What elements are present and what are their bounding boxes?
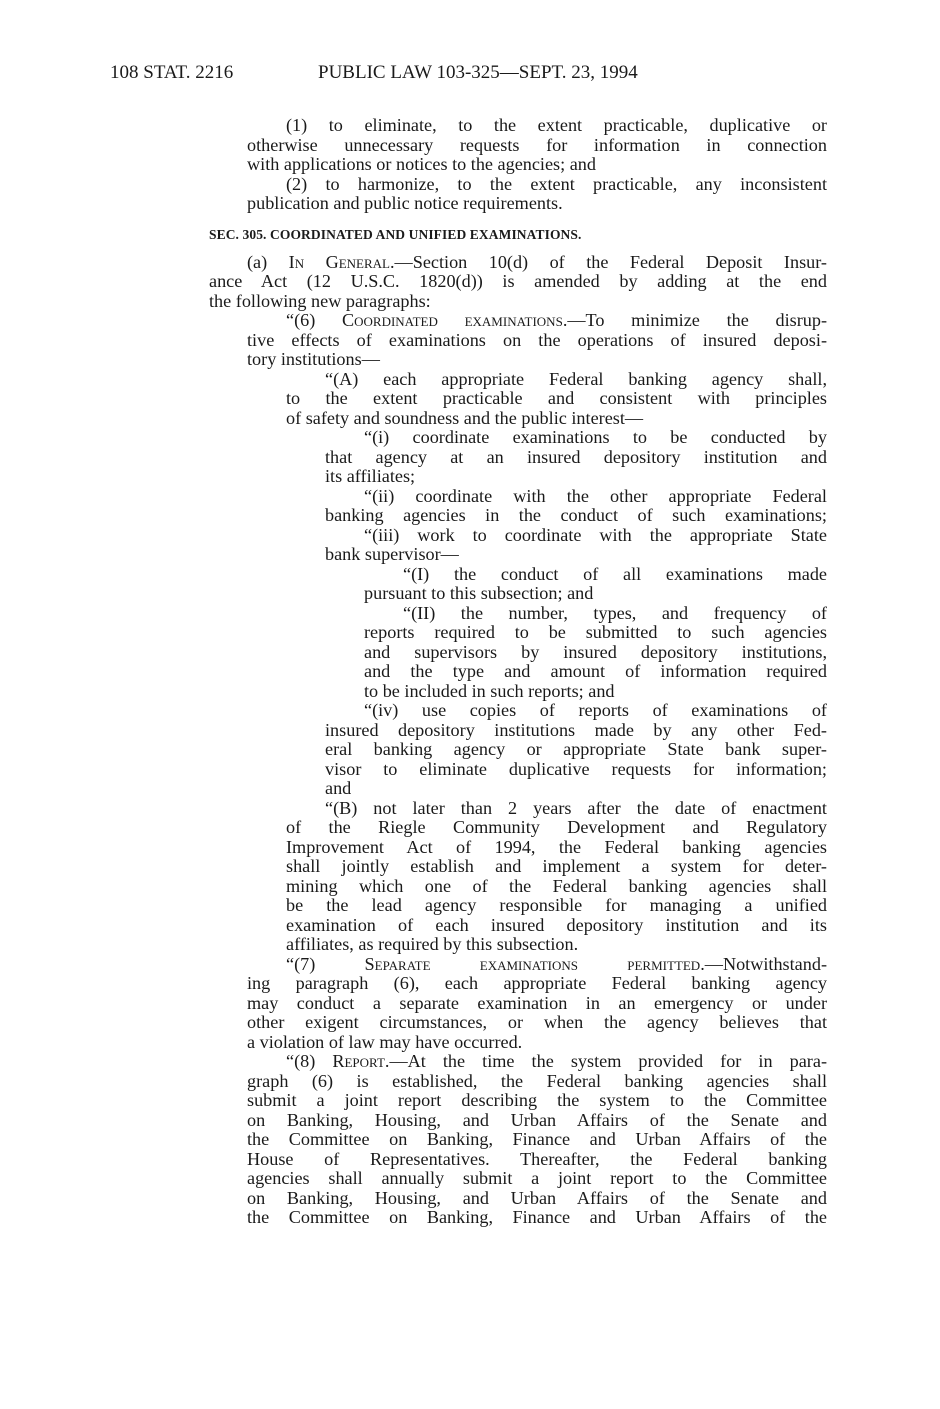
text-line: eral banking agency or appropriate State bank super- — [325, 739, 827, 759]
text-line: to the extent practicable and consistent with principles — [286, 388, 827, 408]
text-line: may conduct a separate examination in an emergency or under — [247, 993, 827, 1013]
text-line: a violation of law may have occurred. — [247, 1032, 523, 1052]
text-line: and — [325, 778, 352, 798]
text-line: to be included in such reports; and — [364, 681, 615, 701]
text-line: mining which one of the Federal banking agencies shall — [286, 876, 827, 896]
caption-coordinated-examinations: Coordinated examinations — [341, 310, 563, 330]
text-line: insured depository institutions made by any other Fed- — [325, 720, 827, 740]
caption-in-general: In General — [288, 252, 390, 272]
text-line: agencies shall annually submit a joint report to the Committee — [247, 1168, 827, 1188]
text-line: tive effects of examinations on the operations of insured deposi- — [247, 330, 827, 350]
text-line: graph (6) is established, the Federal banking agencies shall — [247, 1071, 827, 1091]
text-line: bank supervisor— — [325, 544, 459, 564]
text-line: publication and public notice requirements. — [247, 193, 563, 213]
text-line: other exigent circumstances, or when the agency believes that — [247, 1012, 827, 1032]
text-line: of safety and soundness and the public interest— — [286, 408, 644, 428]
text-line: the Committee on Banking, Finance and Urban Affairs of the — [247, 1207, 827, 1227]
text-line: (a) In General.—Section 10(d) of the Federal Deposit Insur- — [247, 252, 827, 272]
text-line: affiliates, as required by this subsection. — [286, 934, 579, 954]
text-line: ance Act (12 U.S.C. 1820(d)) is amended by adding at the end — [209, 271, 827, 291]
text-line: House of Representatives. Thereafter, the Federal banking — [247, 1149, 827, 1169]
text-line: “(6) Coordinated examinations.—To minimize the disrup- — [286, 310, 828, 330]
text-line: be the lead agency responsible for managing a unified — [286, 895, 827, 915]
text-line: “(i) coordinate examinations to be conducted by — [364, 427, 827, 447]
text-line: and the type and amount of information required — [364, 661, 827, 681]
text-line: “(B) not later than 2 years after the date of enactment — [325, 798, 827, 818]
text-line: (1) to eliminate, to the extent practicable, duplicative or — [286, 115, 827, 135]
text-line: (2) to harmonize, to the extent practicable, any inconsistent — [286, 174, 827, 194]
text-line: “(A) each appropriate Federal banking agency shall, — [325, 369, 827, 389]
caption-separate-examinations: Separate examinations permitted — [364, 954, 701, 974]
section-heading: SEC. 305. COORDINATED AND UNIFIED EXAMINATIONS. — [209, 227, 582, 242]
text-line: “(I) the conduct of all examinations made — [403, 564, 827, 584]
text-line: that agency at an insured depository institution and — [325, 447, 827, 467]
text-line: on Banking, Housing, and Urban Affairs of the Senate and — [247, 1110, 827, 1130]
caption-report: Report — [332, 1051, 385, 1071]
text-line: on Banking, Housing, and Urban Affairs of the Senate and — [247, 1188, 827, 1208]
text-line: and supervisors by insured depository institutions, — [364, 642, 827, 662]
text-line: “(7) Separate examinations permitted.—Notwithstand- — [286, 954, 828, 974]
text-line: examination of each insured depository institution and its — [286, 915, 827, 935]
law-citation-date: PUBLIC LAW 103-325—SEPT. 23, 1994 — [318, 62, 638, 83]
text-line: “(8) Report.—At the time the system provided for in para- — [286, 1051, 827, 1071]
text-line: reports required to be submitted to such agencies — [364, 622, 827, 642]
stat-page-number: 108 STAT. 2216 — [110, 62, 234, 83]
text-line: banking agencies in the conduct of such examinations; — [325, 505, 827, 525]
text-line: its affiliates; — [325, 466, 416, 486]
text-line: the Committee on Banking, Finance and Urban Affairs of the — [247, 1129, 827, 1149]
text-line: shall jointly establish and implement a system for deter- — [286, 856, 827, 876]
text-line: “(II) the number, types, and frequency of — [403, 603, 827, 623]
text-line: ing paragraph (6), each appropriate Federal banking agency — [247, 973, 827, 993]
text-line: “(iii) work to coordinate with the appropriate State — [364, 525, 827, 545]
page-header — [0, 62, 940, 90]
text-line: otherwise unnecessary requests for information in connection — [247, 135, 827, 155]
text-line: of the Riegle Community Development and Regulatory — [286, 817, 827, 837]
text-line: “(ii) coordinate with the other appropriate Federal — [364, 486, 827, 506]
text-line: pursuant to this subsection; and — [364, 583, 594, 603]
text-line: tory institutions— — [247, 349, 380, 369]
text-line: submit a joint report describing the system to the Committee — [247, 1090, 827, 1110]
text-line: with applications or notices to the agencies; and — [247, 154, 596, 174]
text-line: “(iv) use copies of reports of examinations of — [364, 700, 827, 720]
text-line: visor to eliminate duplicative requests for information; — [325, 759, 827, 779]
text-line: the following new paragraphs: — [209, 291, 431, 311]
text-line: Improvement Act of 1994, the Federal banking agencies — [286, 837, 827, 857]
